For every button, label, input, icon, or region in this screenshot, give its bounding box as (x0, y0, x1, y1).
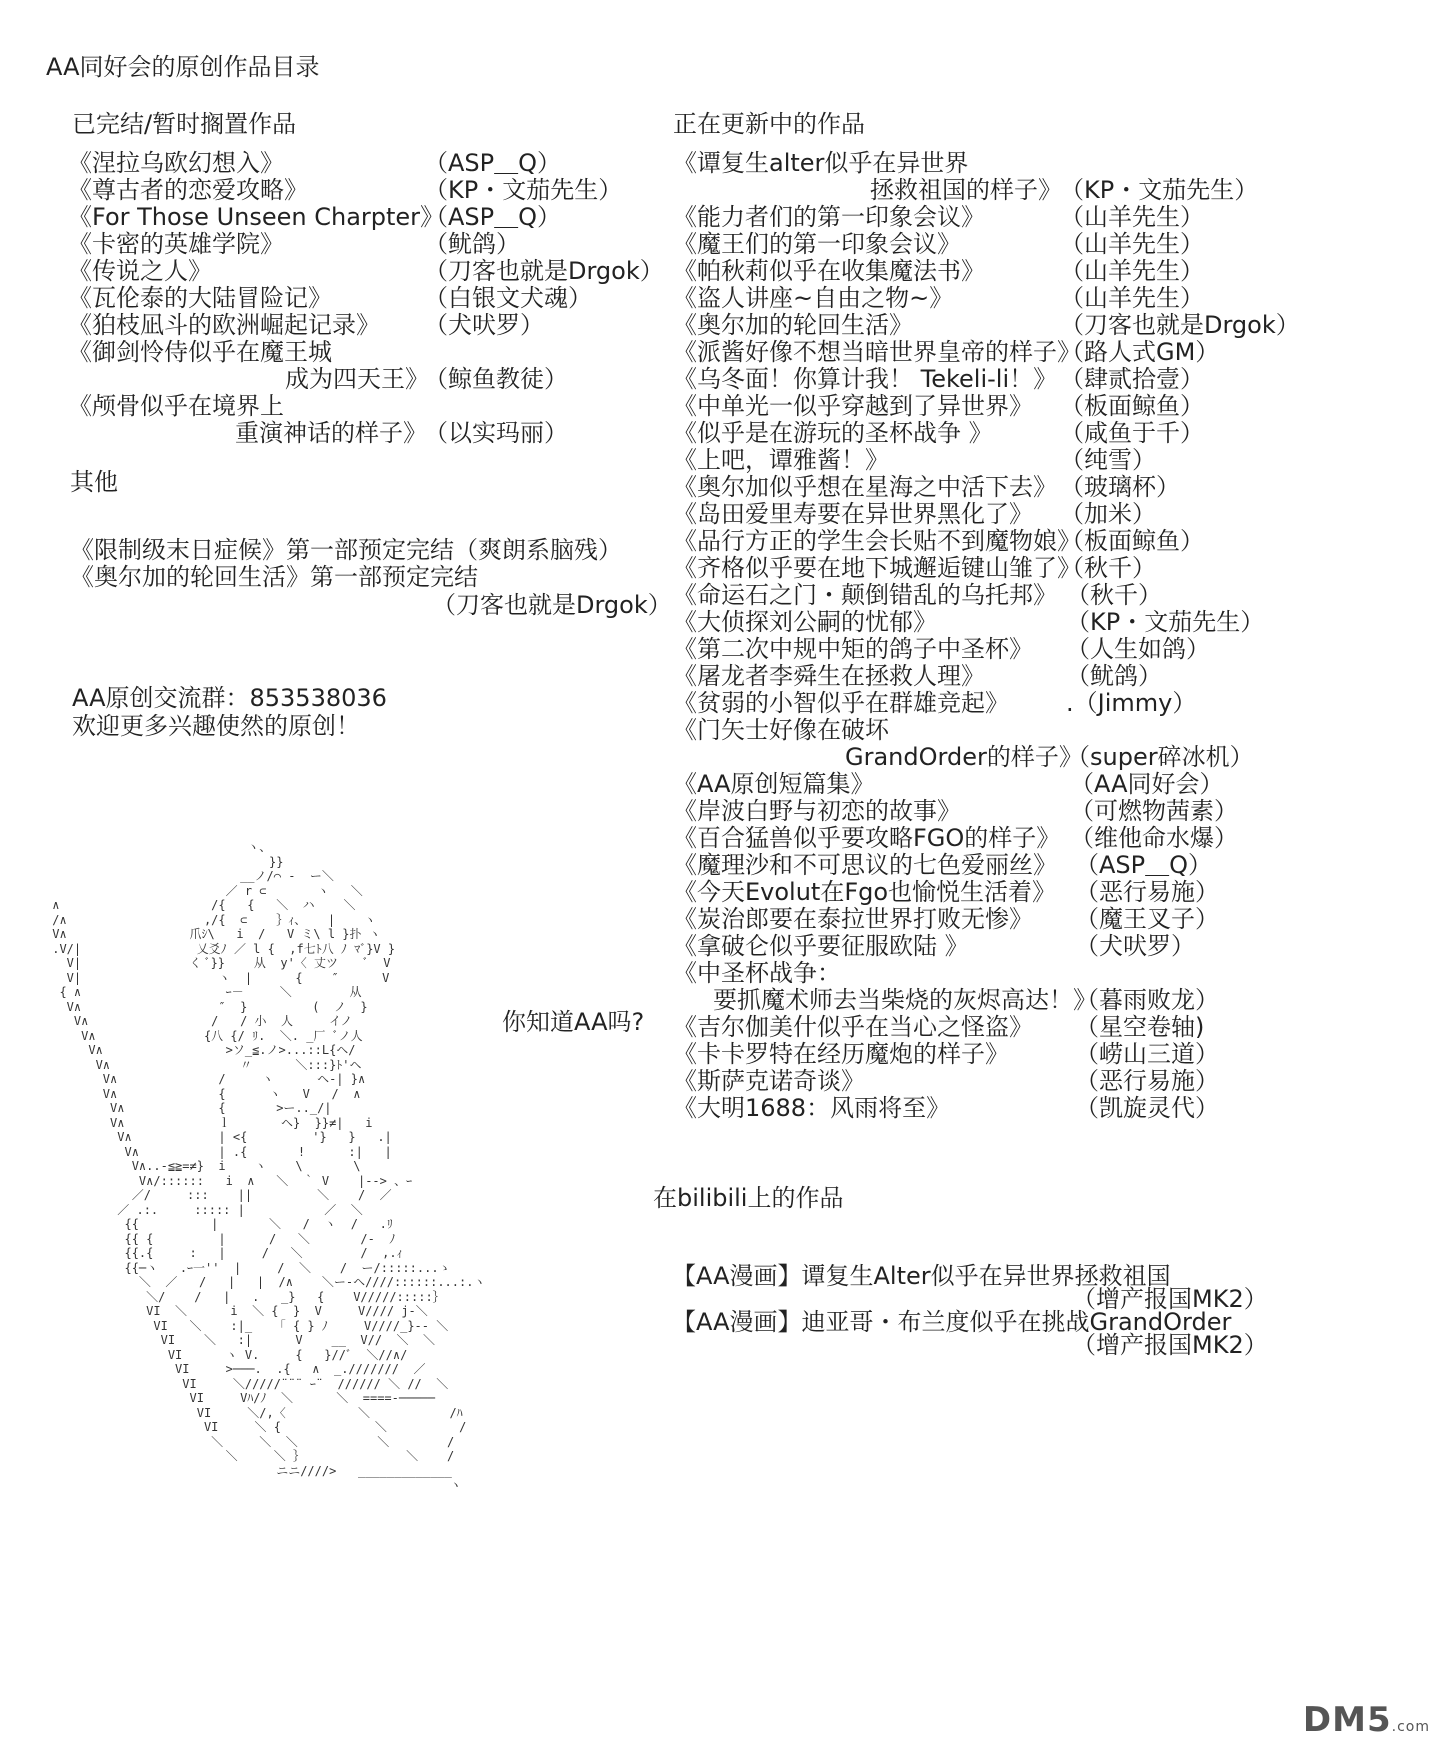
ongoing-work-author: （玻璃杯） (1060, 473, 1180, 501)
ongoing-work-title: 《奥尔加的轮回生活》 (673, 311, 913, 339)
ascii-art-character: ヽ、 }} __ノ/⌒ ‐ ー＼ ／ r ⊂ ヽ ＼ ∧ /{ { ＼ ハ ＼ /∧ ,/{ ⊂ ｝ｨ、 | ヽ V∧ 爪ｼ\ i / V ミ\ l }扑 ヽ .V/| 乂爻ﾉ ／ l { ,f七ﾄ八 ﾉ ﾏﾞ}V } V| く ﾞ}} 从 y'〈 丈ツ ﾞ V V| ヽ | { ″ V { ∧ ｰ－ ＼ 从 V∧ ″ } ( ノ } V∧ / / 小 人 イノ V∧ {八 {/ ﾘ. ＼. _厂 ﾞノ人 V∧ >ソ_≦.ノ>...::L{ヘ/ V∧ 〃 ＼:::}ﾄ'ヘ V∧ / ヽ ヘ-| }∧ V∧ { ヽ V / ∧ V∧ { >ー.._/| V∧ ｌ ヘ} }}≠| i V∧ | <{ '} } .| V∧ | .{ ! :| | V∧..-≦≧=≠} i ヽ \ \ V∧/:::::: i ∧ ＼ ｀ V |--> 、ｰ ／/ ::: || ＼ / ／ ／ .:. ::::: | ／ ＼ {{ | ＼ / ヽ / .ﾘ {{ { | / ＼ /‐ ﾉ {{.{ : | / ＼ / ,.ｨ {{─ヽ .ｰ一'' | / ＼ / ー/:::::...ゝ ＼ ／ / | | /∧ ＼ー-ヘ////::::::...:.ヽ ＼/ / | . _} { V/////:::::｝ VI ＼ i ＼ { } V V//// j-＼ VI ＼ :|_ 「 { } ﾉ V////_}-- ＼ VI ＼ :| V __ V// ＼ ＼ VI ヽ V. { }//ﾞ ＼//∧/ VI >───. .{ ∧ _./////// ／ VI ＼/////¨¨¨ ｰ¨ ////// ＼ // ＼ VI Vﾊ/ﾉ ＼ ＼ ====-───── VI ＼/,〈 ＼ /ﾊ VI ＼ { ＼ / ＼ ＼ ＼ ＼ / ＼ ＼ ｝ ＼ / ニニ////> _____________ ヽ (52, 840, 486, 1492)
finished-work-author: （白银文犬魂） (424, 284, 592, 312)
ongoing-work-author: （肆贰拾壹） (1060, 365, 1204, 393)
finished-work-title: 《尊古者的恋爱攻略》 (68, 176, 308, 204)
ongoing-work-author: （山羊先生） (1060, 257, 1204, 285)
ongoing-work-author: （AA同好会） (1070, 770, 1224, 798)
ongoing-work-author: （KP・文茄先生） (1066, 608, 1265, 636)
ongoing-work-title: 《能力者们的第一印象会议》 (673, 203, 985, 231)
ongoing-work-author: （秋千） (1060, 554, 1156, 582)
ongoing-work-author: （维他命水爆） (1070, 824, 1238, 852)
finished-work-title: 《颅骨似乎在境界上 (68, 392, 284, 420)
ongoing-work-title: 《派酱好像不想当暗世界皇帝的样子》 (673, 338, 1081, 366)
ongoing-work-author: （KP・文茄先生） (1060, 176, 1259, 204)
finished-work-title: 《狛枝凪斗的欧洲崛起记录》 (68, 311, 380, 339)
logo-sub: .com (1391, 1719, 1430, 1735)
finished-work-title: 《卡密的英雄学院》 (68, 230, 284, 258)
finished-work-title-line2: 成为四天王》 (285, 365, 429, 393)
ongoing-work-author: （super碎冰机） (1066, 743, 1254, 771)
bilibili-heading: 在bilibili上的作品 (653, 1184, 844, 1212)
ongoing-work-title: 《似乎是在游玩的圣杯战争 》 (673, 419, 993, 447)
ongoing-work-title: 《大明1688：风雨将至》 (673, 1094, 951, 1122)
left-heading: 已完结/暂时搁置作品 (72, 110, 297, 138)
welcome-text: 欢迎更多兴趣使然的原创！ (72, 712, 360, 740)
finished-work-title: 《御剑怜侍似乎在魔王城 (68, 338, 332, 366)
ongoing-work-title: 《今天Evolut在Fgo也愉悦生活着》 (673, 878, 1057, 906)
ongoing-work-title: 《拿破仑似乎要征服欧陆 》 (673, 932, 969, 960)
ongoing-work-author: （秋千） (1066, 581, 1162, 609)
ongoing-work-author: （恶行易施） (1075, 878, 1219, 906)
ongoing-work-title: 《岛田爱里寿要在异世界黑化了》 (673, 500, 1033, 528)
ongoing-work-title: 《卡卡罗特在经历魔炮的样子》 (673, 1040, 1009, 1068)
ongoing-work-title: 《齐格似乎要在地下城邂逅键山雏了》 (673, 554, 1081, 582)
bilibili-work-author: （增产报国MK2） (1072, 1285, 1268, 1313)
dm5-logo (1303, 1700, 1430, 1740)
ongoing-work-title: 《中圣杯战争： (673, 959, 841, 987)
ongoing-work-title: 《中单光一似乎穿越到了异世界》 (673, 392, 1033, 420)
ongoing-work-author: .（Jimmy） (1066, 689, 1197, 717)
ongoing-work-title: 《百合猛兽似乎要攻略FGO的样子》 (673, 824, 1061, 852)
speech-text: 你知道AA吗? (502, 1008, 645, 1036)
ongoing-work-author: （暮雨败龙） (1075, 986, 1219, 1014)
right-heading: 正在更新中的作品 (673, 110, 865, 138)
ongoing-work-title-line2: GrandOrder的样子》 (845, 743, 1083, 771)
ongoing-work-title: 《大侦探刘公嗣的忧郁》 (673, 608, 937, 636)
ongoing-work-title: 《命运石之门・颠倒错乱的乌托邦》 (673, 581, 1057, 609)
ongoing-work-title: 《奥尔加似乎想在星海之中活下去》 (673, 473, 1057, 501)
finished-work-author: （ASP＿Q） (424, 149, 562, 177)
ongoing-work-author: （魔王叉子） (1075, 905, 1219, 933)
ongoing-work-title: 《魔王们的第一印象会议》 (673, 230, 961, 258)
ongoing-work-title: 《盗人讲座~自由之物~》 (673, 284, 954, 312)
ongoing-work-author: （ASP＿Q） (1075, 851, 1213, 879)
ongoing-work-author: （山羊先生） (1060, 203, 1204, 231)
finished-work-author: （以实玛丽） (424, 419, 568, 447)
ongoing-work-title: 《帕秋莉似乎在收集魔法书》 (673, 257, 985, 285)
ongoing-work-author: （刀客也就是Drgok） (1060, 311, 1300, 339)
ongoing-work-title: 《屠龙者李舜生在拯救人理》 (673, 662, 985, 690)
finished-work-title: 《For Those Unseen Charpter》 (68, 203, 445, 231)
ongoing-work-title: 《吉尔伽美什似乎在当心之怪盗》 (673, 1013, 1033, 1041)
ongoing-work-title: 《贫弱的小智似乎在群雄竞起》 (673, 689, 1009, 717)
ongoing-work-author: （咸鱼于千） (1060, 419, 1204, 447)
ongoing-work-author: （恶行易施） (1075, 1067, 1219, 1095)
ongoing-work-author: （山羊先生） (1060, 284, 1204, 312)
ongoing-work-author: （板面鲸鱼） (1060, 527, 1204, 555)
finished-work-author: （ASP＿Q） (424, 203, 562, 231)
finished-work-author: （鱿鸽） (424, 230, 520, 258)
ongoing-work-author: （可燃物茜素） (1070, 797, 1238, 825)
ongoing-work-author: （纯雪） (1060, 446, 1156, 474)
finished-work-author: （KP・文茄先生） (424, 176, 623, 204)
ongoing-work-author: （山羊先生） (1060, 230, 1204, 258)
logo-text: DM5 (1302, 1700, 1392, 1740)
ongoing-work-author: （加米） (1060, 500, 1156, 528)
ongoing-work-author: （人生如鸽） (1066, 635, 1210, 663)
ongoing-work-title: 《谭复生alter似乎在异世界 (673, 149, 969, 177)
ongoing-work-author: （犬吠罗） (1075, 932, 1195, 960)
ongoing-work-author: （崂山三道） (1075, 1040, 1219, 1068)
other-work-2-author: （刀客也就是Drgok） (432, 591, 672, 619)
bilibili-work-title: 【AA漫画】谭复生Alter似乎在异世界拯救祖国 (672, 1262, 1171, 1290)
ongoing-work-title: 《魔理沙和不可思议的七色爱丽丝》 (673, 851, 1057, 879)
ongoing-work-title: 《斯萨克诺奇谈》 (673, 1067, 865, 1095)
ongoing-work-title: 《第二次中规中矩的鸽子中圣杯》 (673, 635, 1033, 663)
other-work-2: 《奥尔加的轮回生活》第一部预定完结 (70, 563, 478, 591)
page-title: AA同好会的原创作品目录 (46, 53, 320, 81)
finished-work-title: 《涅拉乌欧幻想入》 (68, 149, 284, 177)
ongoing-work-author: （鱿鸽） (1066, 662, 1162, 690)
finished-work-title: 《传说之人》 (68, 257, 212, 285)
other-work-1: 《限制级末日症候》第一部预定完结（爽朗系脑残） (70, 536, 622, 564)
ongoing-work-title-line2: 拯救祖国的样子》 (870, 176, 1062, 204)
finished-work-title-line2: 重演神话的样子》 (235, 419, 427, 447)
finished-work-author: （刀客也就是Drgok） (424, 257, 664, 285)
ongoing-work-author: （星空卷轴) (1075, 1013, 1205, 1041)
bilibili-work-author: （增产报国MK2） (1072, 1331, 1268, 1359)
finished-work-author: （鲸鱼教徒） (424, 365, 568, 393)
ongoing-work-title-line2: 要抓魔术师去当柴烧的灰烬高达！》 (713, 986, 1097, 1014)
ongoing-work-title: 《品行方正的学生会长贴不到魔物娘》 (673, 527, 1081, 555)
ongoing-work-title: 《炭治郎要在泰拉世界打败无惨》 (673, 905, 1033, 933)
ongoing-work-author: （板面鲸鱼） (1060, 392, 1204, 420)
ongoing-work-author: （凯旋灵代） (1075, 1094, 1219, 1122)
finished-work-title: 《瓦伦泰的大陆冒险记》 (68, 284, 332, 312)
ongoing-work-title: 《上吧，谭雅酱！》 (673, 446, 889, 474)
finished-work-author: （犬吠罗） (424, 311, 544, 339)
ongoing-work-title: 《AA原创短篇集》 (673, 770, 875, 798)
other-heading: 其他 (70, 468, 118, 496)
ongoing-work-title: 《乌冬面！你算计我！ Tekeli-li！》 (673, 365, 1058, 393)
ongoing-work-title: 《门矢士好像在破坏 (673, 716, 889, 744)
group-number: AA原创交流群：853538036 (72, 684, 387, 712)
bilibili-work-title: 【AA漫画】迪亚哥・布兰度似乎在挑战GrandOrder (672, 1308, 1232, 1336)
ongoing-work-title: 《岸波白野与初恋的故事》 (673, 797, 961, 825)
ongoing-work-author: （路人式GM） (1060, 338, 1220, 366)
